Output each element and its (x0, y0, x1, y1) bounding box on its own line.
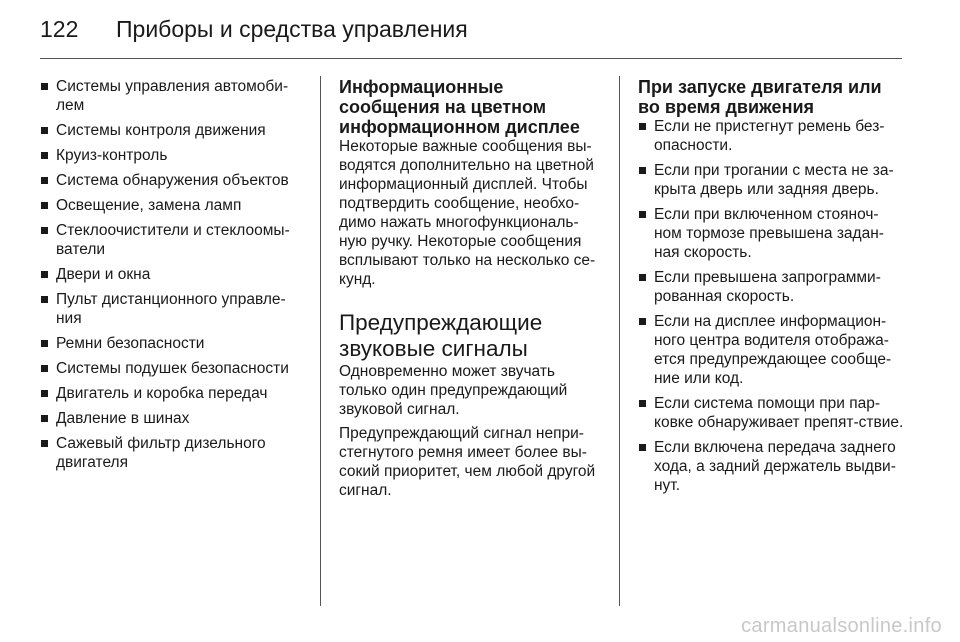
section-heading-engine-start: При запуске двигателя или во время движения (638, 77, 882, 117)
column-divider-2 (619, 76, 620, 606)
header-rule (40, 58, 902, 59)
column-2 (339, 77, 605, 505)
condition-list (638, 117, 904, 495)
list-item: Если включена передача заднего хода, а задний держатель выдви-нут. (638, 438, 904, 495)
list-item: Круиз-контроль (40, 146, 302, 165)
section-text-info-messages: Некоторые важные сообщения вы-водятся дополнительно на цветной информационный дисплей. Чтобы подтвердить сообщение, необхо-димо нажать многофункциональ-ную ручку. Некоторые сообщения всплывают только на несколько се-кунд. (339, 138, 596, 288)
list-item: Если при включенном стояноч-ном тормозе превышена задан-ная скорость. (638, 205, 904, 262)
list-item: Сажевый фильтр дизельного двигателя (40, 434, 302, 472)
list-item: Если система помощи при пар-ковке обнаруживает препят-ствие. (638, 394, 904, 432)
list-item: Если при трогании с места не за-крыта дверь или задняя дверь. (638, 161, 904, 199)
watermark: carmanualsonline.info (741, 615, 942, 637)
section-paragraph: Одновременно может звучать только один предупреждающий звуковой сигнал. (339, 363, 568, 418)
column-divider-1 (320, 76, 321, 606)
list-item: Системы контроля движения (40, 121, 302, 140)
list-item: Системы управления автомоби-лем (40, 77, 302, 115)
column-1 (40, 77, 302, 478)
section-heading-warning-chimes: Предупреждающие звуковые сигналы (339, 310, 543, 361)
list-item: Системы подушек безопасности (40, 359, 302, 378)
list-item: Двери и окна (40, 265, 302, 284)
page-header (40, 14, 468, 44)
section-paragraph: Предупреждающий сигнал непри-стегнутого ремня имеет более вы-сокий приоритет, чем любой другой сигнал. (339, 425, 596, 499)
section-heading-info-messages: Информационные сообщения на цветном информационном дисплее (339, 77, 580, 137)
list-item: Давление в шинах (40, 409, 302, 428)
list-item: Пульт дистанционного управле-ния (40, 290, 302, 328)
list-item: Двигатель и коробка передач (40, 384, 302, 403)
list-item: Система обнаружения объектов (40, 171, 302, 190)
spacer (339, 294, 605, 310)
page-title: Приборы и средства управления (116, 16, 468, 42)
topic-list (40, 77, 302, 472)
list-item: Стеклоочистители и стеклоомы-ватели (40, 221, 302, 259)
list-item: Если превышена запрограмми-рованная скорость. (638, 268, 904, 306)
page-number: 122 (40, 16, 79, 42)
list-item: Освещение, замена ламп (40, 196, 302, 215)
list-item: Если на дисплее информацион-ного центра водителя отобража-ется предупреждающее сообще-ние или код. (638, 312, 904, 388)
list-item: Ремни безопасности (40, 334, 302, 353)
list-item: Если не пристегнут ремень без-опасности. (638, 117, 904, 155)
column-3 (638, 77, 904, 501)
